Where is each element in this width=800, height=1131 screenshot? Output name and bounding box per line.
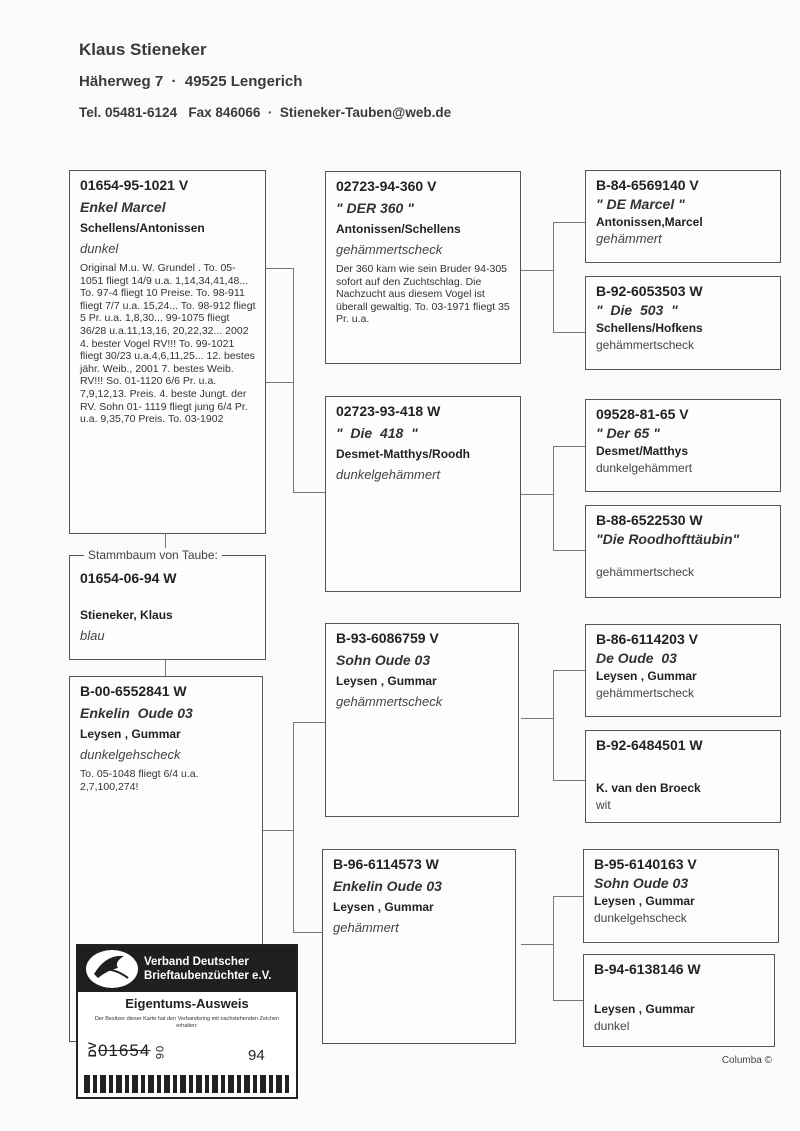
sds-card [585,399,781,492]
breeder-contact: Tel. 05481-6124 Fax 846066 · Stieneker-Tauben@web.de [79,105,452,120]
ssd-card [585,276,781,370]
ownership-title: Eigentums-Ausweis [125,996,249,1011]
connector [553,780,585,781]
association-name: Verband Deutscher Brieftaubenzüchter e.V. [144,956,272,982]
pigeon-color: dunkelgehämmert [596,461,693,475]
ownership-card [76,944,298,1099]
pedigree-label: Stammbaum von Taube: [84,548,222,562]
ring-number: B-96-6114573 W [333,856,439,872]
breeder-address: Häherweg 7 · 49525 Lengerich [79,73,303,90]
pigeon-name: " Die 418 " [336,425,418,441]
breeder-name: Klaus Stieneker [79,40,207,59]
breeder: Leysen , Gummar [336,674,437,688]
connector [293,268,294,492]
performance-notes: Original M.u. W. Grundel . To. 05-1051 fliegt 14/9 u.a. 1,14,34,41,48... To. 97-4 fliegt 10 Preise. To. 98-911 fliegt 7/7 u.a. 15,24... To. 98-912 fliegt 5 Pr. u.a. 1,8,30... 99-1075 fliegt 36/28 u.a.11,13,16, 20,22,32... 2002 4. bester Vogel RV!!! To. 99-1021 fliegt 30/23 u.a.4,6,11,25... 12. bestes jähr. Weib., 2001 7. bestes Weib. RV!!! So. 01-1120 6/6 Pr. u.a. 7,9,12,13. Preis. 4. beste Jungt. der RV. Sohn 01- 1119 fliegt jung 6/4 Pr. u.a. 9,35,70 Preis. To. 03-1902 [80,262,256,426]
connector [553,896,554,1000]
pigeon-color: gehämmertscheck [336,242,443,257]
ring-number: B-88-6522530 W [596,512,703,528]
pigeon-color: dunkel [594,1019,630,1033]
pigeon-name: Enkel Marcel [80,199,166,215]
ring-number: B-86-6114203 V [596,631,698,647]
breeder: Desmet-Matthys/Roodh [336,447,471,461]
ring-year: 06 [153,1045,166,1061]
connector [553,222,585,223]
pigeon-color: gehämmertscheck [596,338,695,352]
ss-card [325,171,521,364]
connector [521,718,553,719]
sire-card [69,170,266,534]
connector [521,270,553,271]
ring-number: B-93-6086759 V [336,630,439,646]
breeder: Desmet/Matthys [596,444,689,458]
dd-card [322,849,516,1044]
club-number: 01654 [98,1041,151,1060]
ring-prefix [98,1041,167,1061]
pigeon-name: " DE Marcel " [596,196,685,212]
pigeon-name: " Der 65 " [596,425,660,441]
pigeon-name: Sohn Oude 03 [594,875,689,891]
ownership-fineprint: Der Besitzer dieser Karte hat den Verbandsring mit nachstehenden Zeichen erhalten: [94,1016,280,1029]
pigeon-name: De Oude 03 [596,650,677,666]
breeder: Schellens/Hofkens [596,321,703,335]
breeder: Antonissen,Marcel [596,215,703,229]
association-banner [78,946,296,992]
pigeon-color: gehämmertscheck [596,686,695,700]
subject-card [69,555,266,660]
breeder: Schellens/Antonissen [80,221,205,235]
dsd-card [585,730,781,823]
ring-number: 02723-94-360 V [336,178,437,194]
pigeon-logo-icon [84,948,140,990]
pigeon-color: gehämmert [596,231,662,246]
breeder: Leysen , Gummar [80,727,181,741]
connector [293,932,325,933]
ring-number: B-94-6138146 W [594,961,701,977]
connector [521,944,553,945]
performance-notes: To. 05-1048 fliegt 6/4 u.a. 2,7,100,274! [80,768,199,793]
dss-card [585,624,781,717]
connector [553,670,585,671]
pigeon-name: " Die 503 " [596,302,678,318]
pigeon-color: wit [596,798,611,812]
dds-card [583,849,779,943]
connector [553,222,554,332]
connector [553,332,585,333]
pigeon-name: Sohn Oude 03 [336,652,431,668]
pigeon-color: dunkelgehämmert [336,467,441,482]
ring-number: B-84-6569140 V [596,177,699,193]
ds-card [325,623,519,817]
decorative-strip [84,1075,290,1093]
pigeon-name: "Die Roodhofttäubin" [596,531,740,547]
connector [293,722,325,723]
connector [293,492,325,493]
connector [553,1000,585,1001]
pigeon-name: Enkelin Oude 03 [333,878,442,894]
pigeon-color: dunkelgehscheck [594,911,687,925]
footer-credit: Columba © [721,1055,772,1066]
pigeon-color: dunkelgehscheck [80,747,181,762]
pigeon-color: gehämmertscheck [336,694,443,709]
breeder: Leysen , Gummar [594,1002,695,1016]
ddd-card [583,954,775,1047]
performance-notes: Der 360 kam wie sein Bruder 94-305 sofort auf den Zuchtschlag. Die Nachzucht aus diesem Vogel ist überall gewaltig. To. 03-1971 fliegt 35 Pr. u.a. [336,263,510,326]
ring-number: B-92-6484501 W [596,737,703,753]
breeder: Leysen , Gummar [333,900,434,914]
pigeon-name: Enkelin Oude 03 [80,705,193,721]
ring-number: 02723-93-418 W [336,403,441,419]
pigeon-color: dunkel [80,241,119,256]
pigeon-color: gehämmertscheck [596,565,695,579]
ring-number: B-95-6140163 V [594,856,697,872]
pigeon-color: blau [80,628,105,643]
dv-label: DV [87,1042,99,1058]
ring-number: B-92-6053503 W [596,283,703,299]
ring-number: 01654-95-1021 V [80,177,189,193]
connector [553,896,585,897]
ring-suffix: 94 [248,1047,265,1064]
ring-number: B-00-6552841 W [80,683,187,699]
pigeon-color: gehämmert [333,920,399,935]
connector [165,660,166,676]
sd-card [325,396,521,592]
breeder: Antonissen/Schellens [336,222,461,236]
breeder: K. van den Broeck [596,781,701,795]
sdd-card [585,505,781,598]
connector [553,446,585,447]
connector [265,268,293,269]
connector [553,670,554,780]
connector [263,830,293,831]
pigeon-name: " DER 360 " [336,200,414,216]
breeder: Leysen , Gummar [596,669,697,683]
sss-card [585,170,781,263]
connector [553,446,554,550]
ring-number: 09528-81-65 V [596,406,689,422]
connector [263,382,293,383]
breeder: Stieneker, Klaus [80,608,173,622]
connector [521,494,553,495]
breeder: Leysen , Gummar [594,894,695,908]
connector [553,550,585,551]
connector [293,722,294,932]
ring-number: 01654-06-94 W [80,570,177,586]
